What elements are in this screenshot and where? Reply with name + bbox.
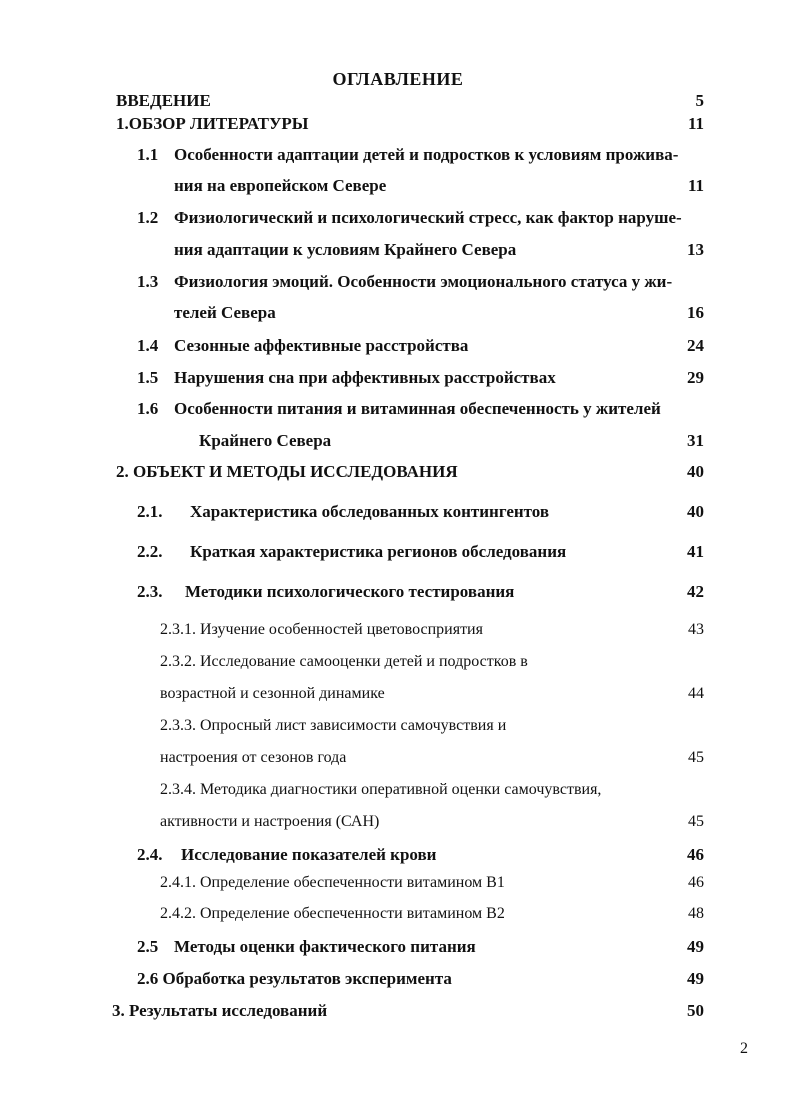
toc-entry-page: 48	[688, 905, 704, 922]
toc-entry-page: 24	[687, 336, 704, 355]
toc-entry-line2: ния на европейском Севере	[174, 176, 387, 195]
toc-entry-line2: Крайнего Севера	[199, 431, 332, 450]
toc-entry-number: 1.4	[137, 336, 159, 355]
toc-entry-page: 42	[687, 582, 704, 601]
toc-entry-page: 16	[687, 303, 704, 322]
toc-entry-text: Методики психологического тестирования	[185, 582, 515, 601]
toc-entry-text: ВВЕДЕНИЕ	[116, 91, 211, 110]
toc-entry-number: 2.2.	[137, 542, 163, 561]
toc-entry-line1: Физиологический и психологический стресс, как фактор наруше-	[174, 208, 682, 227]
toc-entry-page: 49	[687, 937, 704, 956]
toc-entry-text: 2. ОБЪЕКТ И МЕТОДЫ ИССЛЕДОВАНИЯ	[116, 462, 458, 481]
toc-entry-page: 41	[687, 542, 704, 561]
toc-entry-page: 45	[688, 813, 704, 830]
toc-entry-line1: Особенности питания и витаминная обеспеченность у жителей	[174, 399, 661, 418]
page-title: ОГЛАВЛЕНИЕ	[332, 69, 464, 89]
toc-entry-number: 2.5	[137, 937, 159, 956]
toc-entry-line1: 2.3.2. Исследование самооценки детей и подростков в	[160, 653, 528, 670]
toc-entry-text: 1.ОБЗОР ЛИТЕРАТУРЫ	[116, 114, 309, 133]
toc-entry-line1: Особенности адаптации детей и подростков к условиям прожива-	[174, 145, 679, 164]
toc-entry-page: 46	[688, 874, 704, 891]
toc-entry-page: 50	[687, 1001, 704, 1020]
toc-entry-text: 2.6 Обработка результатов эксперимента	[137, 969, 452, 988]
toc-entry-page: 40	[687, 462, 704, 481]
toc-entry-number: 2.3.	[137, 582, 163, 601]
toc-entry-page: 49	[687, 969, 704, 988]
toc-entry-page: 11	[687, 176, 704, 195]
toc-entry-line2: активности и настроения (САН)	[160, 813, 380, 830]
toc-entry-text: 2.4.1. Определение обеспеченности витамином В1	[160, 874, 505, 891]
toc-entry-page: 13	[687, 240, 704, 259]
toc-entry-page: 46	[687, 845, 704, 864]
toc-entry-text: Нарушения сна при аффективных расстройствах	[174, 368, 556, 387]
toc-entry-number: 1.2	[137, 208, 159, 227]
toc-entry-number: 2.4.	[137, 845, 163, 864]
toc-entry-number: 2.1.	[137, 502, 163, 521]
page-number: 2	[740, 1040, 748, 1057]
toc-entry-text: 2.4.2. Определение обеспеченности витамином В2	[160, 905, 505, 922]
toc-entry-page: 43	[688, 621, 704, 638]
toc-entry-page: 11	[687, 114, 704, 133]
toc-entry-number: 1.6	[137, 399, 159, 418]
toc-entry-line2: телей Севера	[174, 303, 276, 322]
toc-entry-text: 3. Результаты исследований	[112, 1001, 328, 1020]
toc-entry-line2: возрастной и сезонной динамике	[160, 685, 385, 702]
toc-entry-page: 45	[688, 749, 704, 766]
toc-entry-page: 44	[688, 685, 704, 702]
toc-entry-text: Характеристика обследованных контингентов	[190, 502, 550, 521]
toc-entry-line1: 2.3.3. Опросный лист зависимости самочувствия и	[160, 717, 507, 734]
toc-entry-number: 1.5	[137, 368, 159, 387]
toc-entry-text: Краткая характеристика регионов обследования	[190, 542, 567, 561]
toc-entry-number: 1.1	[137, 145, 159, 164]
toc-entry-line1: Физиология эмоций. Особенности эмоционального статуса у жи-	[174, 272, 673, 291]
toc-entry-line2: ния адаптации к условиям Крайнего Севера	[174, 240, 517, 259]
toc-entry-page: 29	[687, 368, 704, 387]
toc-entry-line2: настроения от сезонов года	[160, 749, 347, 766]
toc-entry-text: 2.3.1. Изучение особенностей цветовосприятия	[160, 621, 483, 638]
toc-entry-text: Сезонные аффективные расстройства	[174, 336, 469, 355]
toc-entry-page: 31	[687, 431, 704, 450]
toc-entry-line1: 2.3.4. Методика диагностики оперативной оценки самочувствия,	[160, 781, 602, 798]
toc-entry-number: 1.3	[137, 272, 159, 291]
toc-entry-page: 40	[687, 502, 704, 521]
toc-entry-text: Исследование показателей крови	[181, 845, 437, 864]
toc-entry-text: Методы оценки фактического питания	[174, 937, 476, 956]
toc-entry-page: 5	[695, 91, 704, 110]
